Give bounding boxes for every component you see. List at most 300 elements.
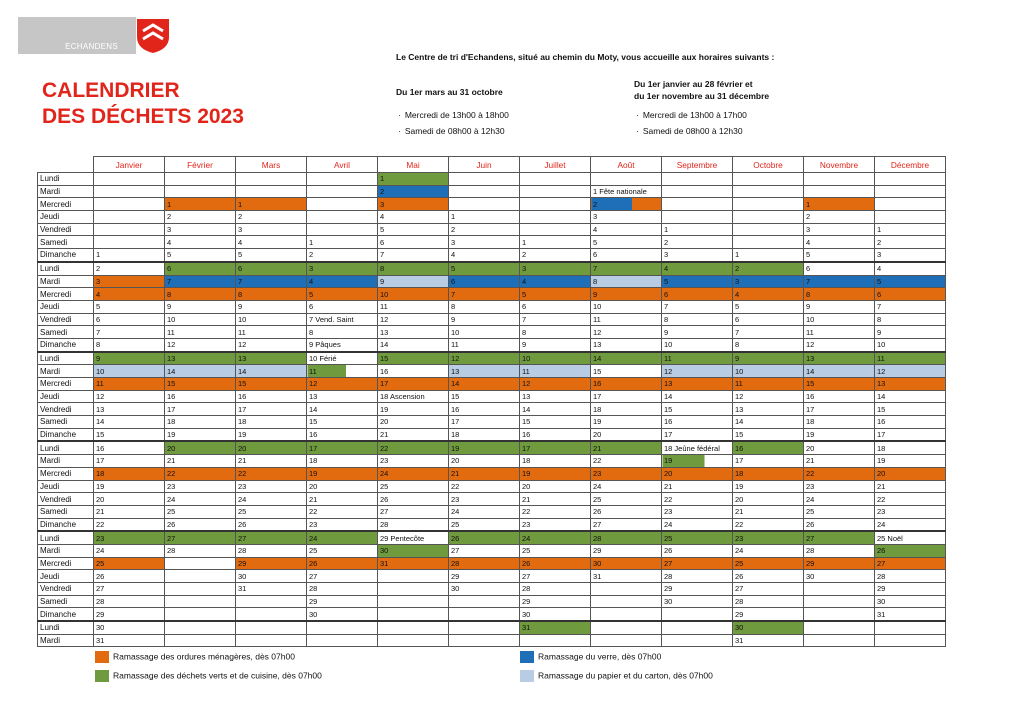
empty-cell: [165, 173, 236, 186]
empty-cell: [875, 634, 946, 647]
day-cell: 22: [165, 467, 236, 480]
day-cell: 18: [520, 455, 591, 468]
day-cell: 30: [236, 570, 307, 583]
day-cell: 2: [804, 211, 875, 224]
day-name-cell: Lundi: [38, 352, 94, 365]
legend-blue: [520, 651, 661, 663]
empty-cell: [449, 198, 520, 211]
day-cell: 13: [378, 326, 449, 339]
day-cell: 2: [875, 236, 946, 249]
day-name-cell: Mardi: [38, 634, 94, 647]
day-cell: 16: [804, 390, 875, 403]
day-cell: 4: [307, 275, 378, 288]
month-header: Juin: [449, 157, 520, 173]
day-cell: 2: [662, 236, 733, 249]
day-cell: 16: [733, 441, 804, 454]
empty-cell: [307, 211, 378, 224]
empty-cell: [662, 173, 733, 186]
day-cell: 3: [804, 223, 875, 236]
empty-cell: [662, 608, 733, 621]
day-cell: 17: [733, 455, 804, 468]
period-1-line-1: · Mercredi de 13h00 à 18h00: [398, 110, 509, 120]
day-cell: 27: [378, 505, 449, 518]
day-cell: 15: [591, 365, 662, 378]
day-cell: 25: [94, 557, 165, 570]
day-cell: 9: [378, 275, 449, 288]
day-cell: 5: [804, 249, 875, 262]
day-cell: 8: [662, 313, 733, 326]
day-cell: 19: [662, 455, 733, 468]
day-cell: 31: [733, 634, 804, 647]
day-cell: 7: [165, 275, 236, 288]
day-cell: 14: [236, 365, 307, 378]
calendar-row: [38, 583, 946, 596]
month-header: Février: [165, 157, 236, 173]
day-cell: 19: [449, 441, 520, 454]
calendar-row: [38, 570, 946, 583]
day-cell: 16: [591, 378, 662, 391]
day-cell: 30: [662, 595, 733, 608]
day-cell: 17: [165, 403, 236, 416]
month-header: Août: [591, 157, 662, 173]
empty-cell: [307, 185, 378, 198]
day-cell: 18: [449, 428, 520, 441]
day-cell: 14: [804, 365, 875, 378]
day-cell: 30: [307, 608, 378, 621]
legend-swatch-lightblue: [520, 670, 534, 682]
day-cell: 9: [733, 352, 804, 365]
day-cell: 28: [94, 595, 165, 608]
day-cell: 31: [875, 608, 946, 621]
day-cell: 22: [733, 518, 804, 531]
day-cell: 6: [520, 300, 591, 313]
day-name-cell: Jeudi: [38, 390, 94, 403]
day-cell: 9: [94, 352, 165, 365]
calendar-row: [38, 531, 946, 544]
day-cell: 28: [804, 544, 875, 557]
month-header: Mai: [378, 157, 449, 173]
empty-cell: [591, 608, 662, 621]
day-cell: 8: [449, 300, 520, 313]
day-name-cell: Mardi: [38, 365, 94, 378]
empty-cell: [378, 583, 449, 596]
day-cell: 18: [875, 441, 946, 454]
day-cell: 10: [378, 288, 449, 301]
day-cell: 23: [165, 480, 236, 493]
day-cell: 28: [520, 583, 591, 596]
empty-cell: [236, 173, 307, 186]
day-cell: 16: [236, 390, 307, 403]
day-cell: 6: [236, 262, 307, 275]
day-cell: 5: [94, 300, 165, 313]
empty-cell: [733, 211, 804, 224]
legend-label-lightblue: Ramassage du papier et du carton, dès 07h00: [538, 670, 713, 681]
legend-green: [95, 670, 322, 682]
day-cell: 18: [733, 467, 804, 480]
empty-cell: [236, 608, 307, 621]
calendar-row: [38, 621, 946, 634]
day-cell: 29 Pentecôte: [378, 531, 449, 544]
day-cell: 1: [733, 249, 804, 262]
empty-cell: [662, 634, 733, 647]
day-cell: 29: [449, 570, 520, 583]
day-cell: 3: [662, 249, 733, 262]
day-cell: 26: [378, 493, 449, 506]
day-cell: 14: [875, 390, 946, 403]
day-cell: 27: [165, 531, 236, 544]
day-cell: 28: [378, 518, 449, 531]
day-cell: 4: [875, 262, 946, 275]
day-cell: 2: [449, 223, 520, 236]
empty-cell: [804, 634, 875, 647]
day-cell: 26: [165, 518, 236, 531]
day-name-cell: Mercredi: [38, 467, 94, 480]
empty-cell: [520, 223, 591, 236]
calendar-row: [38, 390, 946, 403]
day-cell: 25: [591, 493, 662, 506]
title-line-2: DES DÉCHETS 2023: [42, 105, 244, 128]
day-cell: 19: [591, 416, 662, 429]
calendar-row: [38, 275, 946, 288]
empty-cell: [236, 185, 307, 198]
day-name-cell: Mercredi: [38, 288, 94, 301]
calendar-row: [38, 211, 946, 224]
month-header: Octobre: [733, 157, 804, 173]
day-cell: 3: [520, 262, 591, 275]
day-cell: 7: [378, 249, 449, 262]
empty-cell: [662, 185, 733, 198]
day-cell: 12: [662, 365, 733, 378]
empty-cell: [236, 634, 307, 647]
empty-cell: [307, 173, 378, 186]
empty-cell: [165, 557, 236, 570]
day-cell: 29: [804, 557, 875, 570]
empty-cell: [449, 634, 520, 647]
day-cell: 23: [449, 493, 520, 506]
day-cell: 4: [733, 288, 804, 301]
day-name-cell: Vendredi: [38, 223, 94, 236]
day-cell: 8: [591, 275, 662, 288]
day-cell: 30: [449, 583, 520, 596]
day-cell: 28: [449, 557, 520, 570]
empty-cell: [591, 595, 662, 608]
day-cell: 1: [236, 198, 307, 211]
day-cell: 23: [520, 518, 591, 531]
day-name-cell: Jeudi: [38, 480, 94, 493]
day-cell: 11: [520, 365, 591, 378]
day-cell: 20: [307, 480, 378, 493]
day-cell: 21: [236, 455, 307, 468]
day-cell: 17: [449, 416, 520, 429]
day-cell: 24: [94, 544, 165, 557]
day-cell: 23: [662, 505, 733, 518]
month-header: Décembre: [875, 157, 946, 173]
day-cell: 5: [662, 275, 733, 288]
day-cell: 26: [662, 544, 733, 557]
day-cell: 5: [733, 300, 804, 313]
empty-cell: [378, 608, 449, 621]
empty-cell: [94, 185, 165, 198]
day-cell: 9: [165, 300, 236, 313]
day-cell: 7: [875, 300, 946, 313]
day-cell: 8: [378, 262, 449, 275]
legend-label-green: Ramassage des déchets verts et de cuisine, dès 07h00: [113, 670, 322, 681]
day-cell: 11: [804, 326, 875, 339]
day-cell: 5: [165, 249, 236, 262]
day-cell: 9: [591, 288, 662, 301]
day-cell: 13: [804, 352, 875, 365]
day-cell: 3: [449, 236, 520, 249]
empty-cell: [165, 595, 236, 608]
day-cell: 31: [236, 583, 307, 596]
calendar-row: [38, 378, 946, 391]
empty-cell: [520, 634, 591, 647]
day-name-cell: Mercredi: [38, 378, 94, 391]
day-cell: 23: [378, 455, 449, 468]
day-cell: 4: [94, 288, 165, 301]
calendar-row: [38, 236, 946, 249]
day-cell: 11: [378, 300, 449, 313]
day-cell: 14: [733, 416, 804, 429]
day-cell: 11: [236, 326, 307, 339]
day-name-cell: Dimanche: [38, 338, 94, 351]
day-cell: 6: [449, 275, 520, 288]
day-cell: 24: [307, 531, 378, 544]
day-cell: 16: [165, 390, 236, 403]
empty-cell: [875, 621, 946, 634]
legend-label-orange: Ramassage des ordures ménagères, dès 07h00: [113, 651, 295, 662]
day-cell: 4: [165, 236, 236, 249]
empty-cell: [165, 634, 236, 647]
empty-cell: [94, 223, 165, 236]
day-cell: 25: [165, 505, 236, 518]
day-cell: 21: [94, 505, 165, 518]
day-cell: 8: [236, 288, 307, 301]
empty-cell: [804, 595, 875, 608]
calendar-row: [38, 416, 946, 429]
day-cell: 12: [307, 378, 378, 391]
day-cell: 26: [520, 557, 591, 570]
day-cell: 5: [378, 223, 449, 236]
day-cell: 7: [520, 313, 591, 326]
day-cell: 24: [165, 493, 236, 506]
month-header: Juillet: [520, 157, 591, 173]
day-cell: 9: [662, 326, 733, 339]
day-cell: 26: [236, 518, 307, 531]
empty-cell: [520, 185, 591, 198]
day-cell: 23: [307, 518, 378, 531]
empty-cell: [662, 198, 733, 211]
day-cell: 7: [804, 275, 875, 288]
empty-cell: [520, 173, 591, 186]
day-cell: 15: [520, 416, 591, 429]
day-cell: 10: [520, 352, 591, 365]
empty-cell: [875, 185, 946, 198]
day-cell: 13: [591, 338, 662, 351]
empty-cell: [378, 595, 449, 608]
day-cell: 10: [449, 326, 520, 339]
empty-cell: [804, 185, 875, 198]
day-name-cell: Vendredi: [38, 493, 94, 506]
day-cell: 22: [520, 505, 591, 518]
day-cell: 13: [662, 378, 733, 391]
day-cell: 11: [733, 378, 804, 391]
day-cell: 20: [94, 493, 165, 506]
day-cell: 31: [94, 634, 165, 647]
empty-cell: [449, 608, 520, 621]
empty-cell: [165, 185, 236, 198]
day-cell: 16: [449, 403, 520, 416]
day-cell: 4: [449, 249, 520, 262]
day-cell: 3: [94, 275, 165, 288]
day-name-cell: Samedi: [38, 236, 94, 249]
empty-cell: [307, 621, 378, 634]
calendar-row: [38, 352, 946, 365]
empty-cell: [591, 634, 662, 647]
day-cell: 13: [520, 390, 591, 403]
day-cell: 31: [378, 557, 449, 570]
day-cell: 28: [662, 570, 733, 583]
period-2-line-1: · Mercredi de 13h00 à 17h00: [636, 110, 747, 120]
day-cell: 27: [804, 531, 875, 544]
day-cell: 22: [449, 480, 520, 493]
day-cell: 26: [591, 505, 662, 518]
day-cell: 2: [165, 211, 236, 224]
day-cell: 24: [875, 518, 946, 531]
day-cell: 18: [236, 416, 307, 429]
day-cell: 20: [236, 441, 307, 454]
day-cell: 22: [94, 518, 165, 531]
day-cell: 18 Ascension: [378, 390, 449, 403]
day-cell: 25: [378, 480, 449, 493]
day-cell: 29: [94, 608, 165, 621]
empty-cell: [875, 211, 946, 224]
day-cell: 21: [804, 455, 875, 468]
day-cell: 18: [591, 403, 662, 416]
day-cell: 25: [307, 544, 378, 557]
day-cell: 9: [875, 326, 946, 339]
day-cell: 14: [307, 403, 378, 416]
day-cell: 5: [520, 288, 591, 301]
day-cell: 16: [378, 365, 449, 378]
day-cell: 17: [875, 428, 946, 441]
day-cell: 24: [733, 544, 804, 557]
empty-cell: [662, 211, 733, 224]
day-cell: 20: [520, 480, 591, 493]
empty-cell: [875, 198, 946, 211]
day-cell: 2: [94, 262, 165, 275]
day-name-cell: Vendredi: [38, 403, 94, 416]
legend-swatch-blue: [520, 651, 534, 663]
day-cell: 10: [875, 338, 946, 351]
calendar-row: [38, 223, 946, 236]
empty-cell: [804, 173, 875, 186]
empty-cell: [875, 173, 946, 186]
day-cell: 12: [94, 390, 165, 403]
day-cell: 19: [236, 428, 307, 441]
day-cell: 21: [449, 467, 520, 480]
calendar-row: [38, 480, 946, 493]
day-cell: 13: [875, 378, 946, 391]
day-cell: 26: [804, 518, 875, 531]
day-cell: 19: [804, 428, 875, 441]
empty-cell: [449, 595, 520, 608]
day-cell: 28: [733, 595, 804, 608]
empty-cell: [520, 211, 591, 224]
day-cell: 3: [875, 249, 946, 262]
day-name-cell: Dimanche: [38, 608, 94, 621]
day-cell: 13: [94, 403, 165, 416]
day-cell: 1: [307, 236, 378, 249]
day-cell: 15: [733, 428, 804, 441]
empty-cell: [307, 198, 378, 211]
day-cell: 5: [307, 288, 378, 301]
day-cell: 29: [591, 544, 662, 557]
day-cell: 1: [449, 211, 520, 224]
day-cell: 1 Fête nationale: [591, 185, 662, 198]
day-cell: 9: [520, 338, 591, 351]
day-cell: 20: [875, 467, 946, 480]
day-cell: 28: [307, 583, 378, 596]
day-cell: 20: [165, 441, 236, 454]
day-cell: 5: [875, 275, 946, 288]
day-cell: 12: [449, 352, 520, 365]
corner-cell: [38, 157, 94, 173]
empty-cell: [378, 570, 449, 583]
empty-cell: [804, 583, 875, 596]
day-name-cell: Jeudi: [38, 211, 94, 224]
day-cell: 19: [307, 467, 378, 480]
day-name-cell: Samedi: [38, 326, 94, 339]
empty-cell: [94, 173, 165, 186]
period-2-heading-2: du 1er novembre au 31 décembre: [634, 91, 770, 101]
day-cell: 30: [733, 621, 804, 634]
day-cell: 6: [875, 288, 946, 301]
day-cell: 25: [449, 518, 520, 531]
day-cell: 7 Vend. Saint: [307, 313, 378, 326]
day-cell: 18: [94, 467, 165, 480]
day-cell: 8: [804, 288, 875, 301]
day-cell: 17: [378, 378, 449, 391]
day-cell: 14: [520, 403, 591, 416]
day-cell: 9: [236, 300, 307, 313]
day-cell: 15: [804, 378, 875, 391]
day-cell: 30: [378, 544, 449, 557]
day-cell: 2: [591, 198, 662, 211]
calendar-row: [38, 365, 946, 378]
day-name-cell: Mardi: [38, 544, 94, 557]
day-cell: 13: [733, 403, 804, 416]
day-name-cell: Samedi: [38, 595, 94, 608]
empty-cell: [236, 621, 307, 634]
period-1-line-2: · Samedi de 08h00 à 12h30: [398, 126, 505, 136]
empty-cell: [662, 621, 733, 634]
day-cell: 31: [520, 621, 591, 634]
day-cell: 12: [733, 390, 804, 403]
day-cell: 16: [520, 428, 591, 441]
day-cell: 15: [236, 378, 307, 391]
period-2-heading-1: Du 1er janvier au 28 février et: [634, 79, 753, 89]
empty-cell: [733, 173, 804, 186]
day-name-cell: Lundi: [38, 441, 94, 454]
day-cell: 8: [94, 338, 165, 351]
day-cell: 27: [236, 531, 307, 544]
day-cell: 17: [236, 403, 307, 416]
day-cell: 17: [662, 428, 733, 441]
day-cell: 23: [94, 531, 165, 544]
day-cell: 4: [520, 275, 591, 288]
legend-label-blue: Ramassage du verre, dès 07h00: [538, 651, 662, 662]
